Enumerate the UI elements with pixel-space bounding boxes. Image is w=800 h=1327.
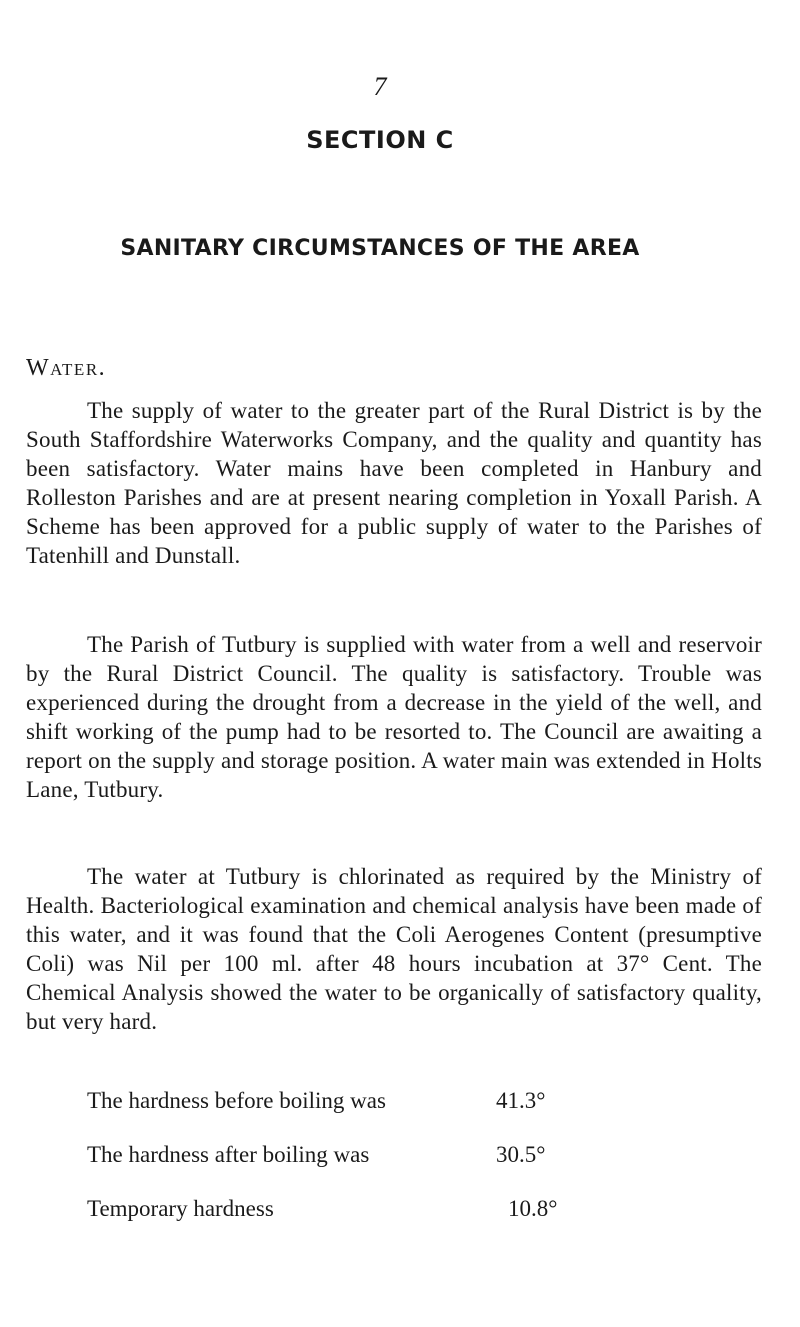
paragraph-tutbury-supply: The Parish of Tutbury is supplied with water from a well and reservoir by the Rural District Council. The quality is satisfactory. Trouble was experienced during the drought from a decrease in the yield of the well, and shift working of the pump had to be resorted to. The Council are awaiting a report on the supply and storage position. A water main was extended in Holts Lane, Tutbury. — [26, 632, 762, 802]
hardness-row — [87, 1196, 558, 1222]
hardness-label: Temporary hardness — [87, 1196, 274, 1221]
section-heading: SECTION C — [306, 126, 454, 154]
hardness-value: 10.8° — [508, 1196, 558, 1221]
paragraph-tutbury-analysis: The water at Tutbury is chlorinated as required by the Ministry of Health. Bacteriological examination and chemical analysis have been made of this water, and it was found that the Coli Aerogenes Content (presumptive Coli) was Nil per 100 ml. after 48 hours incubation at 37° Cent. The Chemical Analysis showed the water to be organically of satisfactory quality, but very hard. — [26, 864, 762, 1034]
paragraph-water-supply: The supply of water to the greater part of the Rural District is by the South Staffordshire Waterworks Company, and the quality and quantity has been satisfactory. Water mains have been completed in Hanbury and Rolleston Parishes and are at present nearing completion in Yoxall Parish. A Scheme has been approved for a public supply of water to the Parishes of Tatenhill and Dunstall. — [26, 398, 762, 568]
hardness-value: 41.3° — [496, 1088, 546, 1113]
hardness-row — [87, 1142, 546, 1168]
area-heading: SANITARY CIRCUMSTANCES OF THE AREA — [120, 236, 640, 261]
hardness-value: 30.5° — [496, 1142, 546, 1167]
hardness-label: The hardness before boiling was — [87, 1088, 386, 1113]
hardness-label: The hardness after boiling was — [87, 1142, 370, 1167]
hardness-row — [87, 1088, 546, 1114]
water-subheading: Water. — [26, 355, 107, 381]
page-number: 7 — [373, 72, 387, 101]
